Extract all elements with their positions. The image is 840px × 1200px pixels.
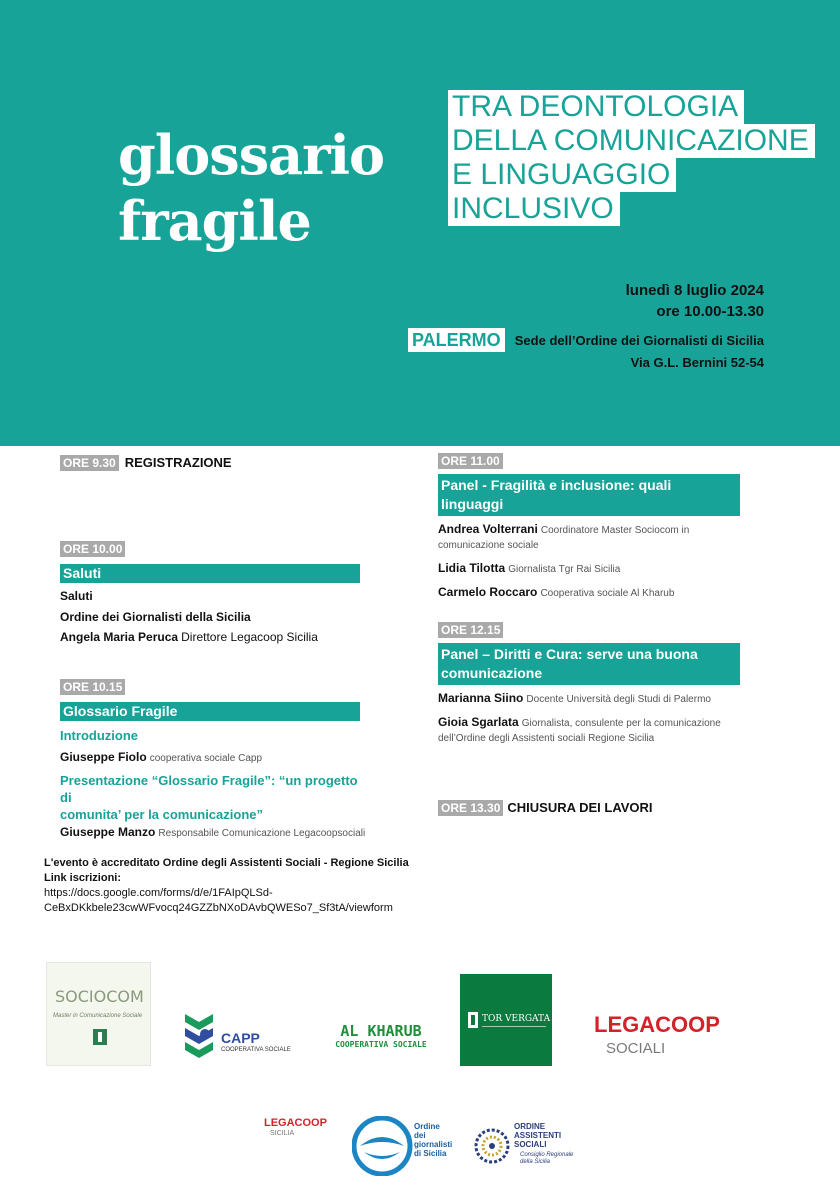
speaker: Carmelo Roccaro Cooperativa sociale Al Kharub <box>438 585 675 599</box>
registration-notes <box>44 856 409 916</box>
headline-line: DELLA COMUNICAZIONE <box>448 124 815 158</box>
oas-sicilia-logo: ORDINE ASSISTENTI SOCIALI Consiglio Regionale della Sicilia <box>472 1122 582 1174</box>
time-badge: ORE 10.00 <box>60 541 125 557</box>
closing-block <box>438 799 653 817</box>
saluti-block: ORE 10.00 Saluti Saluti Ordine dei Giornalisti della Sicilia Angela Maria Peruca Direttore Legacoop Sicilia <box>60 540 360 646</box>
speaker: Lidia Tilotta Giornalista Tgr Rai Sicilia <box>438 561 621 575</box>
legacoop-sicilia-logo: LEGACOOP SICILIA <box>264 1117 327 1137</box>
time-badge: ORE 9.30 <box>60 455 119 471</box>
university-emblem-icon <box>468 1012 478 1028</box>
capp-logo: CAPP COOPERATIVA SOCIALE <box>183 1010 293 1062</box>
headline-line: E LINGUAGGIO <box>448 158 676 192</box>
venue-place: Sede dell’Ordine dei Giornalisti di Sicilia <box>514 333 764 348</box>
glossario-block: ORE 10.15 Glossario Fragile Introduzione Giuseppe Fiolo cooperativa sociale Capp Presentazione “Glossario Fragile”: “un progetto di comunita’ per la comunicazione” Giuseppe Manzo Responsabile Comunicazione Legacoopsociali <box>60 678 360 841</box>
registration-link[interactable]: https://docs.google.com/forms/d/e/1FAIpQLSd- CeBxDKkbele23cwWFvocq24GZZbNXoDAvbQWESo7_Sf3tA/viewform <box>44 887 393 914</box>
capp-emblem-icon <box>183 1010 215 1062</box>
session-bar: Saluti <box>60 564 360 583</box>
oas-emblem-icon <box>472 1124 512 1168</box>
panel2-block <box>438 621 740 746</box>
accreditation-text: L'evento è accreditato Ordine degli Assistenti Sociali - Regione Sicilia <box>44 857 409 869</box>
speaker: Giuseppe Fiolo cooperativa sociale Capp <box>60 750 263 764</box>
session-bar: Panel - Fragilità e inclusione: quali linguaggi <box>438 474 740 516</box>
time-badge: ORE 12.15 <box>438 622 503 638</box>
speaker: Andrea Volterrani Coordinatore Master Sociocom in comunicazione sociale <box>438 522 690 551</box>
header-banner <box>0 0 840 446</box>
speaker: Marianna Siino Docente Università degli Studi di Palermo <box>438 691 711 705</box>
time-badge: ORE 11.00 <box>438 453 503 469</box>
time-badge: ORE 10.15 <box>60 679 125 695</box>
closing-title: CHIUSURA DEI LAVORI <box>507 800 653 815</box>
sociocom-logo: SOCIOCOM Master in Comunicazione Sociale <box>46 962 151 1066</box>
headline-line: INCLUSIVO <box>448 192 620 226</box>
venue-city: PALERMO <box>408 328 505 352</box>
registration-block <box>60 454 232 472</box>
odg-emblem-icon <box>352 1116 414 1176</box>
session-bar: Glossario Fragile <box>60 702 360 721</box>
legacoop-sociali-logo: LEGACOOP SOCIALI <box>594 1012 720 1057</box>
odg-sicilia-logo: Ordine dei giornalisti di Sicilia <box>352 1116 462 1176</box>
venue-address: Via G.L. Bernini 52-54 <box>630 355 764 370</box>
headline <box>448 90 815 226</box>
speaker: Gioia Sgarlata Giornalista, consulente per la comunicazione dell’Ordine degli Assistenti sociali Regione Sicilia <box>438 715 721 744</box>
speaker: Angela Maria Peruca Direttore Legacoop Sicilia <box>60 630 318 644</box>
panel1-block <box>438 452 740 601</box>
torvergata-logo: TOR VERGATA <box>460 974 552 1066</box>
session-bar: Panel – Diritti e Cura: serve una buona comunicazione <box>438 643 740 685</box>
university-emblem-icon <box>93 1029 107 1045</box>
headline-line: TRA DEONTOLOGIA <box>448 90 744 124</box>
link-label: Link iscrizioni: <box>44 872 122 884</box>
brand-title: glossario fragile <box>118 123 385 253</box>
speaker: Giuseppe Manzo Responsabile Comunicazione Legacoopsociali <box>60 825 366 839</box>
registration-title: REGISTRAZIONE <box>124 455 232 470</box>
event-date: lunedì 8 luglio 2024 ore 10.00-13.30 <box>625 282 764 320</box>
presentation-title: Presentazione “Glossario Fragile”: “un progetto di comunita’ per la comunicazione” <box>60 773 358 822</box>
alkharub-logo: AL KHARUB COOPERATIVA SOCIALE <box>335 1022 427 1049</box>
time-badge: ORE 13.30 <box>438 800 503 816</box>
